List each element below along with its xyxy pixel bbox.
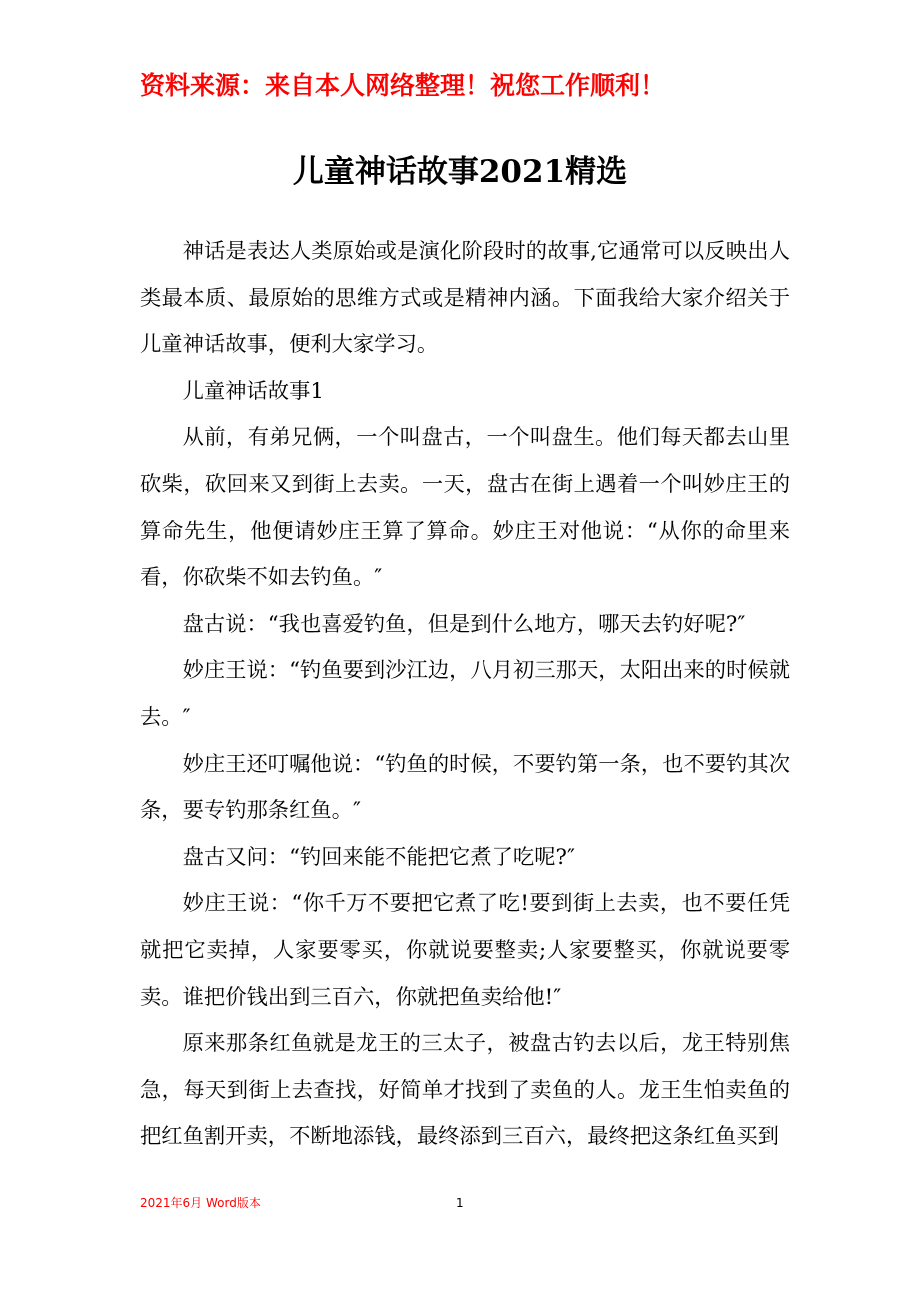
paragraph: 从前，有弟兄俩，一个叫盘古，一个叫盘生。他们每天都去山里砍柴，砍回来又到街上去卖。一天，盘古在街上遇着一个叫妙庄王的算命先生，他便请妙庄王算了算命。妙庄王对他说：“从你的命里来看，你砍柴不如去钓鱼。″ xyxy=(140,425,790,591)
document-title: 儿童神话故事2021精选 xyxy=(292,154,628,190)
paragraph: 盘古又问：“钓回来能不能把它煮了吃呢?″ xyxy=(182,844,575,870)
header-banner: 资料来源：来自本人网络整理！祝您工作顺利！ xyxy=(140,71,666,100)
paragraph: 妙庄王还叮嘱他说：“钓鱼的时候，不要钓第一条，也不要钓其次条，要专钓那条红鱼。″ xyxy=(140,751,790,824)
paragraph: 盘古说：“我也喜爱钓鱼，但是到什么地方，哪天去钓好呢?″ xyxy=(182,611,746,637)
paragraph-intro: 神话是表达人类原始或是演化阶段时的故事,它通常可以反映出人类最本质、最原始的思维方式或是精神内涵。下面我给大家介绍关于儿童神话故事，便利大家学习。 xyxy=(140,239,790,358)
paragraph: 原来那条红鱼就是龙王的三太子，被盘古钓去以后，龙王特别焦急，每天到街上去查找，好简单才找到了卖鱼的人。龙王生怕卖鱼的把红鱼割开卖，不断地添钱，最终添到三百六，最终把这条红鱼买到 xyxy=(140,1031,790,1150)
paragraph: 妙庄王说：“你千万不要把它煮了吃!要到街上去卖，也不要任凭就把它卖掉，人家要零买，你就说要整卖;人家要整买，你就说要零卖。谁把价钱出到三百六，你就把鱼卖给他!″ xyxy=(140,891,790,1010)
page-footer xyxy=(140,1192,790,1214)
section-heading: 儿童神话故事1 xyxy=(182,378,324,404)
paragraph: 妙庄王说：“钓鱼要到沙江边，八月初三那天，太阳出来的时候就去。″ xyxy=(140,658,790,730)
document-body xyxy=(140,229,790,1161)
footer-page-number: 1 xyxy=(456,1196,464,1210)
footer-date-version: 2021年6月 Word版本 xyxy=(140,1196,261,1210)
